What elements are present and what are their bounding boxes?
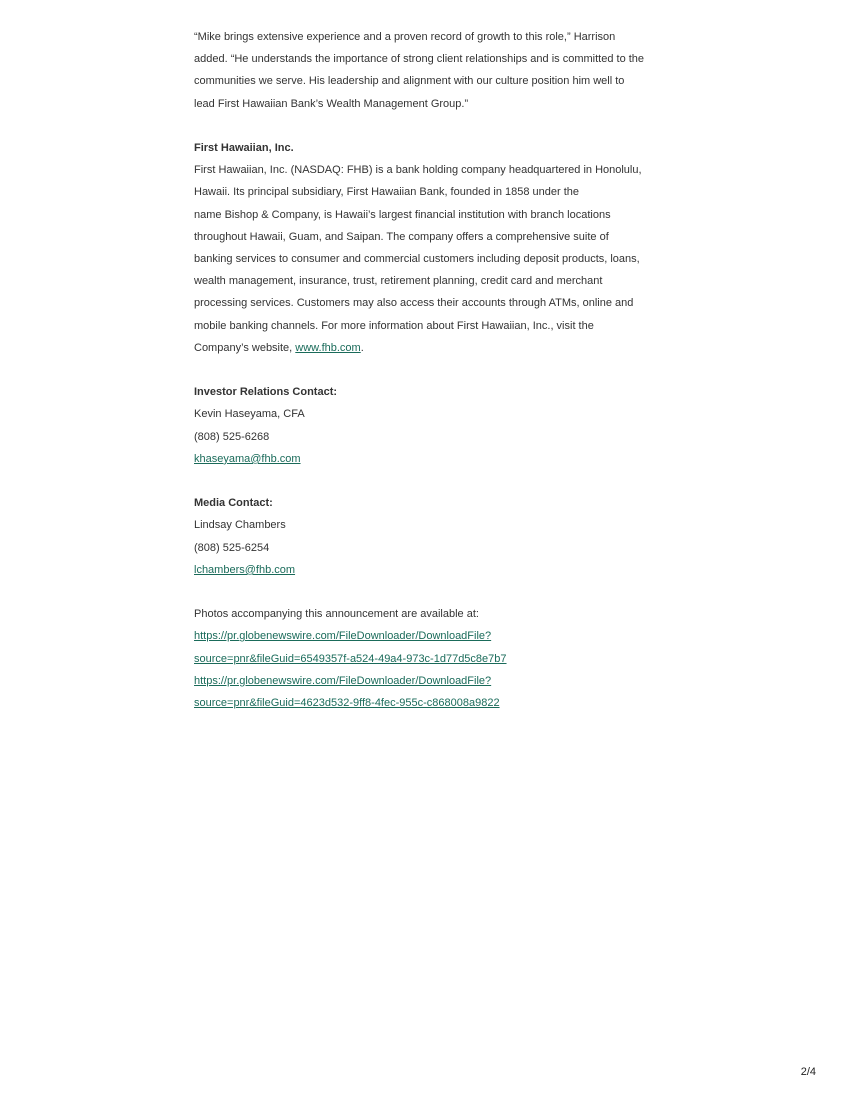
media-phone: (808) 525-6254 <box>194 541 270 554</box>
media-contact <box>194 492 664 581</box>
photos-section <box>194 603 664 714</box>
investor-relations-contact <box>194 381 664 470</box>
photo-link-2-part-2[interactable]: source=pnr&fileGuid=4623d532-9ff8-4fec-955c-c868008a9822 <box>194 697 500 710</box>
about-last-line <box>194 337 664 359</box>
media-name: Lindsay Chambers <box>194 519 286 532</box>
photo-link-1-part-1[interactable]: https://pr.globenewswire.com/FileDownloader/DownloadFile? <box>194 630 492 643</box>
about-line: mobile banking channels. For more information about First Hawaiian, Inc., visit the <box>194 319 594 332</box>
investor-relations-heading: Investor Relations Contact: <box>194 386 338 399</box>
quote-line: added. “He understands the importance of strong client relationships and is committed to the <box>194 53 645 66</box>
about-line: First Hawaiian, Inc. (NASDAQ: FHB) is a bank holding company headquartered in Honolulu, <box>194 164 642 177</box>
document-body <box>194 26 664 736</box>
website-link[interactable]: www.fhb.com <box>295 341 361 354</box>
page-number: 2/4 <box>800 1066 816 1078</box>
about-line: banking services to consumer and commercial customers including deposit products, loans, <box>194 253 640 266</box>
investor-relations-email-link[interactable]: khaseyama@fhb.com <box>194 452 301 465</box>
photo-link-1-part-2[interactable]: source=pnr&fileGuid=6549357f-a524-49a4-973c-1d77d5c8e7b7 <box>194 652 507 665</box>
photos-intro: Photos accompanying this announcement are available at: <box>194 608 479 621</box>
media-email-link[interactable]: lchambers@fhb.com <box>194 563 296 576</box>
about-section <box>194 137 664 359</box>
about-last-line-prefix: Company’s website, <box>194 341 296 354</box>
quote-line: lead First Hawaiian Bank’s Wealth Management Group.” <box>194 97 469 110</box>
about-line: name Bishop & Company, is Hawaii’s largest financial institution with branch locations <box>194 208 611 221</box>
quote-line: “Mike brings extensive experience and a proven record of growth to this role,” Harrison <box>194 31 616 43</box>
about-line: throughout Hawaii, Guam, and Saipan. The company offers a comprehensive suite of <box>194 230 609 243</box>
about-last-line-suffix: . <box>360 341 364 354</box>
about-line: wealth management, insurance, trust, retirement planning, credit card and merchant <box>194 275 603 288</box>
investor-relations-phone: (808) 525-6268 <box>194 430 270 443</box>
quote-line: communities we serve. His leadership and alignment with our culture position him well to <box>194 75 625 88</box>
investor-relations-name: Kevin Haseyama, CFA <box>194 408 305 421</box>
about-line: processing services. Customers may also access their accounts through ATMs, online and <box>194 297 634 310</box>
photo-link-2-part-1[interactable]: https://pr.globenewswire.com/FileDownloader/DownloadFile? <box>194 674 492 687</box>
about-line: Hawaii. Its principal subsidiary, First Hawaiian Bank, founded in 1858 under the <box>194 186 579 199</box>
about-heading: First Hawaiian, Inc. <box>194 142 294 154</box>
quote-paragraph <box>194 26 664 115</box>
media-heading: Media Contact: <box>194 497 273 510</box>
